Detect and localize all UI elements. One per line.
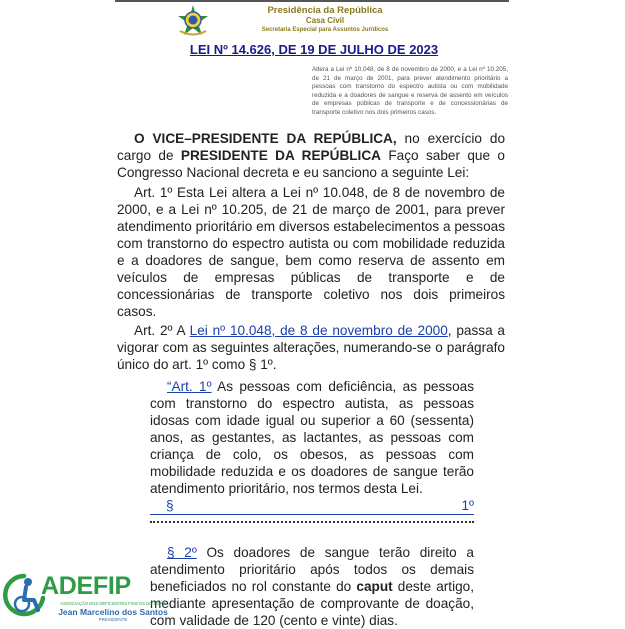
- law-title[interactable]: LEI Nº 14.626, DE 19 DE JULHO DE 2023: [189, 42, 439, 57]
- header-presidency: Presidência da República: [267, 5, 383, 16]
- paragraph-1-symbol: §: [166, 498, 174, 513]
- preamble-text-1: no exercício do cargo de: [117, 131, 506, 163]
- ementa: Altera a Lei nº 10.048, de 8 de novembro de 2000, e a Lei nº 10.205, de 21 de março de 2001, para prever atendimento prioritário a pessoas com transtorno do espectro autista ou com mobilidade reduzida e a doadores de sangue e reserva de assento em veículos de empresas públicas de transporte e de concessionárias de transporte coletivo nos dois primeiros casos.: [312, 66, 508, 116]
- paragraph-2: [150, 544, 474, 629]
- adefip-logo: [3, 572, 183, 622]
- logo-person: Jean Marcelino dos Santos: [58, 607, 168, 617]
- article-1: Art. 1º Esta Lei altera a Lei nº 10.048, de 8 de novembro de 2000, e a Lei nº 10.205, de 21 de março de 2001, para prever atendimento prioritário em diversos estabelecimentos a pessoas com transtorno do espectro autista ou com mobilidade reduzida e a doadores de sangue, bem como reserva de assento em veículos de empresas públicas de transporte e de concessionárias de transporte coletivo nos dois primeiros casos.: [117, 185, 505, 319]
- logo-name: ADEFIP: [41, 572, 131, 600]
- omission-dots: [150, 521, 474, 523]
- paragraph-1-number: 1º: [461, 498, 474, 513]
- paragraph-1-link[interactable]: [150, 498, 474, 515]
- wheelchair-user-icon: [3, 572, 45, 618]
- quoted-art1-link[interactable]: “Art. 1º: [167, 379, 212, 394]
- header-secretariat: Secretaria Especial para Assuntos Jurídicos: [261, 27, 389, 33]
- document-header: [0, 4, 625, 38]
- preamble-vice-president: O VICE–PRESIDENTE DA REPÚBLICA,: [134, 131, 397, 146]
- paragraph-2-text-2: deste artigo, mediante apresentação de comprovante de doação, com validade de 120 (cento e vinte) dias.: [150, 579, 474, 628]
- paragraph-2-link[interactable]: § 2º: [167, 545, 197, 560]
- caput-term: caput: [356, 579, 393, 594]
- preamble-president: PRESIDENTE DA REPÚBLICA: [180, 148, 381, 163]
- article-2: [117, 322, 505, 373]
- quoted-art1-text: As pessoas com deficiência, as pessoas com transtorno do espectro autista, as pessoas idosas com idade igual ou superior a 60 (sessenta) anos, as gestantes, as lactantes, as pessoas com criança de colo, os obesos, as pessoas com mobilidade reduzida e os doadores de sangue terão atendimento prioritário, nos termos desta Lei.: [150, 379, 474, 496]
- top-border: [115, 0, 509, 2]
- article-2-suffix: , passa a vigorar com as seguintes alterações, numerando-se o parágrafo único do art. 1º como § 1º.: [117, 323, 505, 372]
- law-10048-link[interactable]: Lei nº 10.048, de 8 de novembro de 2000: [189, 323, 448, 338]
- preamble: [117, 130, 505, 181]
- quoted-article-1: [150, 378, 474, 497]
- preamble-text-2: Faço saber que o Congresso Nacional decreta e eu sanciono a seguinte Lei:: [117, 148, 505, 180]
- header-casa-civil: Casa Civil: [305, 16, 345, 25]
- logo-subtitle: ASSOCIAÇÃO DOS DEFICIENTES FÍSICOS DO PILAR: [60, 601, 166, 606]
- article-2-prefix: Art. 2º A: [134, 323, 190, 338]
- header-text: [250, 5, 400, 34]
- logo-role: PRESIDENTE: [98, 617, 128, 622]
- paragraph-2-text-1: Os doadores de sangue terão direito a atendimento prioritário após todos os demais beneficiados no rol constante do: [150, 545, 474, 594]
- coat-of-arms-icon: [176, 4, 210, 38]
